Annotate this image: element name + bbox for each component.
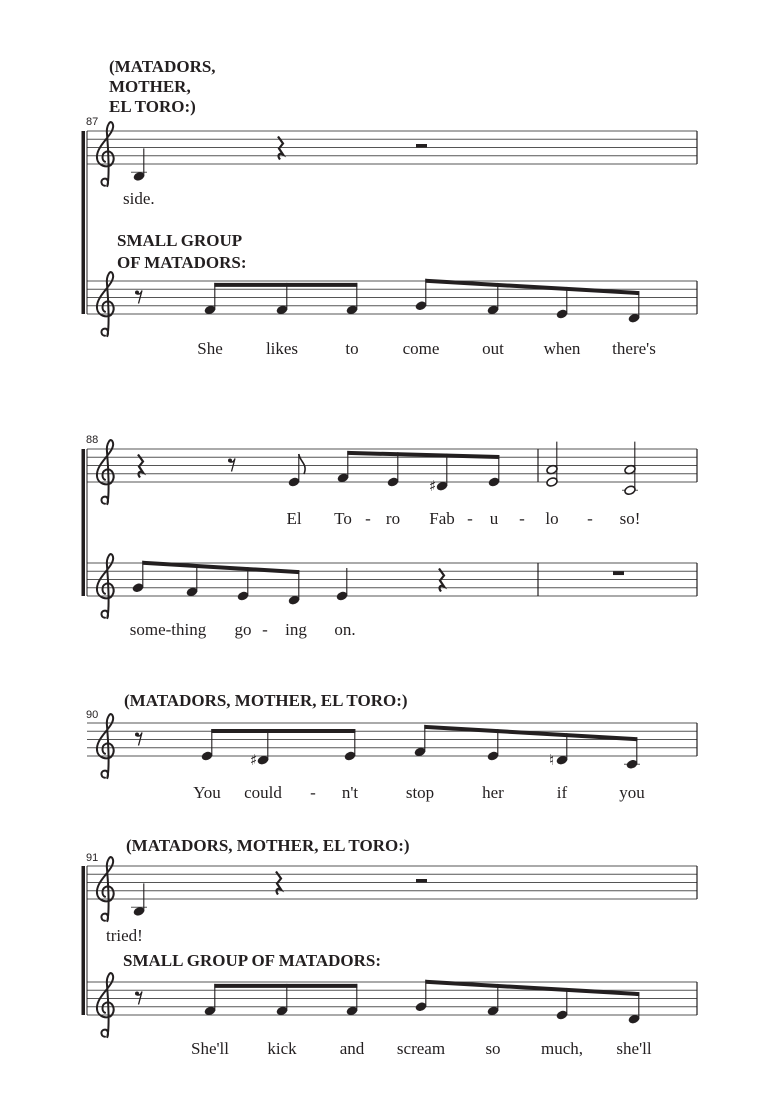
staff-system-s4 bbox=[87, 554, 697, 639]
lyric-syllable: lo bbox=[545, 509, 559, 528]
lyric-syllable: she'll bbox=[616, 1039, 652, 1058]
lyric-syllable: n't bbox=[341, 783, 359, 802]
character-label: SMALL GROUP bbox=[117, 231, 243, 250]
measure-number: 87 bbox=[86, 116, 99, 128]
lyric-syllable: so! bbox=[619, 509, 641, 528]
treble-clef-icon bbox=[97, 714, 114, 779]
natural-icon: ♮ bbox=[549, 751, 555, 770]
system-bracket bbox=[82, 449, 86, 596]
treble-clef-icon bbox=[97, 554, 114, 619]
lyric-syllable: on. bbox=[334, 620, 356, 639]
lyric-syllable: kick bbox=[267, 1039, 297, 1058]
character-label: (MATADORS, bbox=[109, 57, 216, 76]
character-label: EL TORO:) bbox=[109, 97, 196, 116]
lyric-syllable: when bbox=[543, 339, 581, 358]
lyric-syllable: ro bbox=[385, 509, 401, 528]
lyric-syllable: u bbox=[489, 509, 499, 528]
lyric-syllable: You bbox=[193, 783, 221, 802]
character-label: OF MATADORS: bbox=[117, 253, 247, 272]
measure-number: 90 bbox=[86, 709, 99, 721]
system-bracket bbox=[82, 866, 86, 1015]
sharp-icon: ♯ bbox=[250, 751, 258, 770]
lyric-hyphen: - bbox=[310, 783, 316, 802]
lyric-syllable: ing bbox=[285, 620, 307, 639]
beam bbox=[214, 283, 357, 287]
character-label: SMALL GROUP OF MATADORS: bbox=[123, 951, 381, 970]
lyric-syllable: there's bbox=[612, 339, 656, 358]
lyric-syllable: out bbox=[482, 339, 504, 358]
staff-system-s2 bbox=[87, 231, 697, 358]
treble-clef-icon bbox=[97, 440, 114, 505]
lyric-syllable: if bbox=[556, 783, 568, 802]
beam bbox=[214, 984, 357, 988]
whole-rest-icon bbox=[613, 571, 624, 575]
half-rest-icon bbox=[416, 879, 427, 883]
character-label: MOTHER, bbox=[109, 77, 191, 96]
lyric-syllable: her bbox=[482, 783, 504, 802]
lyric-syllable: to bbox=[345, 339, 359, 358]
staff-system-s6 bbox=[86, 836, 697, 945]
character-label: (MATADORS, MOTHER, EL TORO:) bbox=[124, 691, 408, 710]
treble-clef-icon bbox=[97, 857, 114, 922]
lyric-syllable: and bbox=[339, 1039, 365, 1058]
lyric-syllable: She bbox=[197, 339, 223, 358]
system-bracket bbox=[82, 131, 86, 314]
lyric-syllable: To bbox=[334, 509, 352, 528]
lyric-syllable: side. bbox=[123, 189, 155, 208]
lyric-hyphen: - bbox=[365, 509, 371, 528]
sharp-icon: ♯ bbox=[429, 477, 437, 496]
treble-clef-icon bbox=[97, 272, 114, 337]
staff-system-s7 bbox=[87, 951, 697, 1058]
lyric-hyphen: - bbox=[467, 509, 473, 528]
lyric-syllable: El bbox=[286, 509, 302, 528]
measure-number: 88 bbox=[86, 434, 99, 446]
lyric-syllable: She'll bbox=[190, 1039, 230, 1058]
beam bbox=[347, 451, 499, 459]
lyric-syllable: much, bbox=[540, 1039, 584, 1058]
lyric-hyphen: - bbox=[519, 509, 525, 528]
staff-system-s5 bbox=[86, 691, 697, 802]
lyric-syllable: you bbox=[619, 783, 645, 802]
lyric-syllable: come bbox=[402, 339, 440, 358]
measure-number: 91 bbox=[86, 852, 99, 864]
beam bbox=[424, 725, 637, 741]
lyric-syllable: tried! bbox=[106, 926, 143, 945]
lyric-hyphen: - bbox=[262, 620, 268, 639]
lyric-syllable: scream bbox=[396, 1039, 446, 1058]
staff-system-s3 bbox=[86, 434, 697, 528]
lyric-syllable: some-thing bbox=[129, 620, 207, 639]
lyric-hyphen: - bbox=[587, 509, 593, 528]
lyric-syllable: stop bbox=[405, 783, 435, 802]
treble-clef-icon bbox=[97, 122, 114, 187]
lyric-syllable: so bbox=[485, 1039, 501, 1058]
half-rest-icon bbox=[416, 144, 427, 148]
character-label: (MATADORS, MOTHER, EL TORO:) bbox=[126, 836, 410, 855]
lyric-syllable: go bbox=[234, 620, 252, 639]
lyric-syllable: Fab bbox=[429, 509, 455, 528]
lyric-syllable: could bbox=[244, 783, 282, 802]
lyric-syllable: likes bbox=[265, 339, 299, 358]
staff-system-s1 bbox=[86, 57, 697, 208]
beam bbox=[211, 729, 355, 733]
treble-clef-icon bbox=[97, 973, 114, 1038]
